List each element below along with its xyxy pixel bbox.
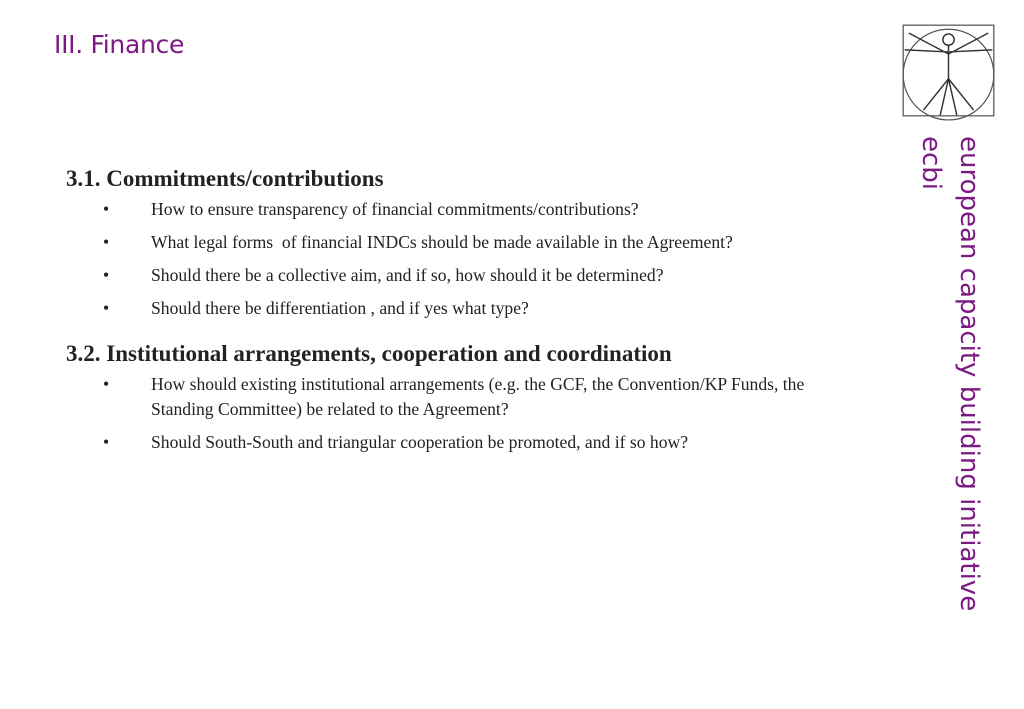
bullet-list [66, 197, 866, 321]
bullet-icon: • [103, 265, 110, 285]
bullet-icon: • [103, 232, 110, 252]
section-institutional [66, 338, 866, 455]
slide-title: III. Finance [54, 30, 185, 59]
bullet-item [66, 263, 866, 288]
brand-text [912, 136, 988, 611]
bullet-item [66, 430, 866, 455]
bullet-icon: • [103, 432, 110, 452]
bullet-text: How to ensure transparency of financial commitments/contributions? [151, 199, 639, 219]
bullet-item [66, 296, 866, 321]
bullet-item [66, 230, 866, 255]
bullet-text: Should there be differentiation , and if yes what type? [151, 298, 529, 318]
vitruvian-man-icon [897, 19, 1000, 122]
bullet-icon: • [103, 298, 110, 318]
bullet-icon: • [103, 199, 110, 219]
bullet-text: How should existing institutional arrangements (e.g. the GCF, the Convention/KP Funds, the Standing Committee) be related to the Agreement? [151, 374, 805, 419]
section-commitments [66, 163, 866, 321]
bullet-item [66, 197, 866, 222]
brand-name: european capacity building initiative [954, 136, 984, 612]
bullet-text: What legal forms of financial INDCs should be made available in the Agreement? [151, 232, 733, 252]
section-heading: 3.1. Commitments/contributions [66, 166, 384, 191]
bullet-list [66, 372, 866, 455]
slide-content [66, 163, 866, 463]
bullet-icon: • [103, 374, 110, 394]
section-heading: 3.2. Institutional arrangements, cooperation and coordination [66, 341, 672, 366]
bullet-text: Should South-South and triangular cooperation be promoted, and if so how? [151, 432, 689, 452]
bullet-item [66, 372, 866, 422]
bullet-text: Should there be a collective aim, and if so, how should it be determined? [151, 265, 664, 285]
brand-acronym: ecbi [916, 136, 946, 191]
